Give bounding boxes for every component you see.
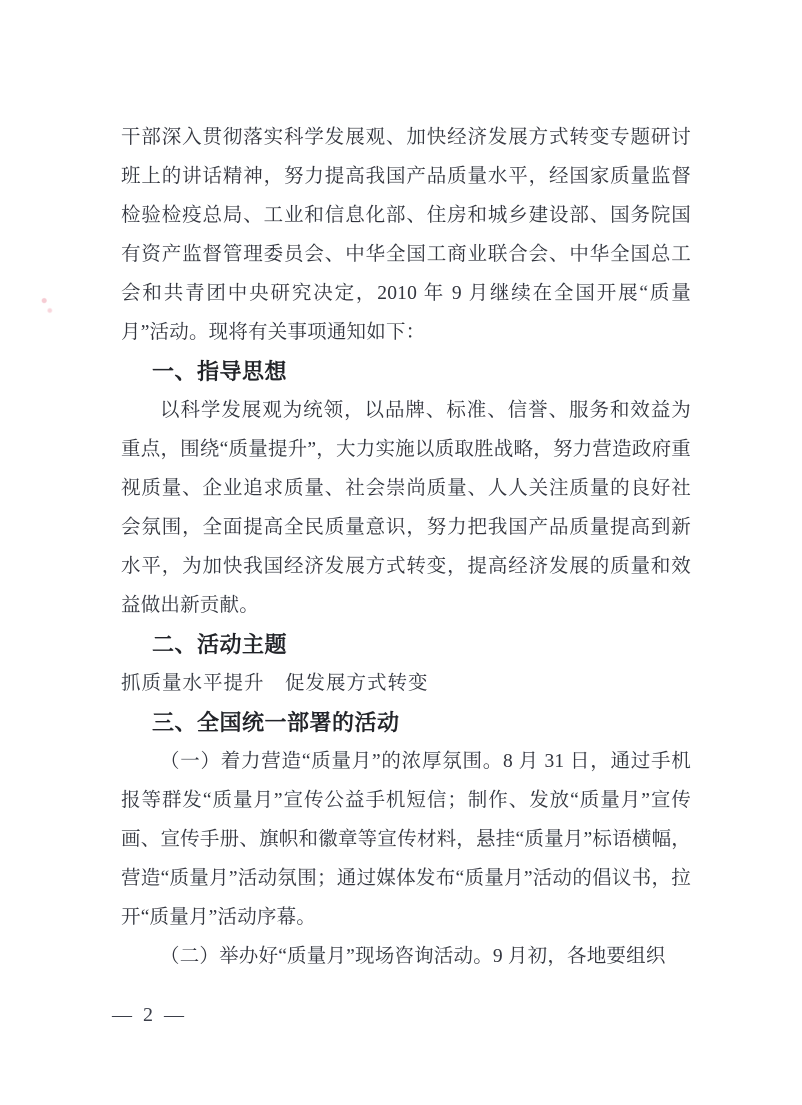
section-heading-3-national-activities: 三、全国统一部署的活动	[152, 710, 400, 735]
paragraph-item-1-atmosphere: （一）着力营造“质量月”的浓厚氛围。8 月 31 日，通过手机报等群发“质量月”宣传公益手机短信；制作、发放“质量月”宣传画、宣传手册、旗帜和徽章等宣传材料，悬挂“质量月”标语横幅，营造“质量月”活动氛围；通过媒体发布“质量月”活动的倡议书，拉开“质量月”活动序幕。	[121, 751, 691, 928]
document-body	[121, 118, 691, 976]
paragraph-intro-continued: 干部深入贯彻落实科学发展观、加快经济发展方式转变专题研讨班上的讲话精神，努力提高我国产品质量水平，经国家质量监督检验检疫总局、工业和信息化部、住房和城乡建设部、国务院国有资产监督管理委员会、中华全国工商业联合会、中华全国总工会和共青团中央研究决定，2010 年 9 月继续在全国开展“质量月”活动。现将有关事项通知如下：	[121, 127, 691, 343]
activity-theme-line: 抓质量水平提升 促发展方式转变	[121, 673, 429, 694]
section-heading-1-guiding-ideology: 一、指导思想	[152, 359, 288, 384]
page-number: — 2 —	[112, 1004, 187, 1026]
paragraph-guiding-ideology: 以科学发展观为统领，以品牌、标准、信誉、服务和效益为重点，围绕“质量提升”，大力实施以质取胜战略，努力营造政府重视质量、企业追求质量、社会崇尚质量、人人关注质量的良好社会氛围，全面提高全民质量意识，努力把我国产品质量提高到新水平，为加快我国经济发展方式转变，提高经济发展的质量和效益做出新贡献。	[121, 400, 691, 616]
paragraph-item-2-consultation-truncated: （二）举办好“质量月”现场咨询活动。9 月初，各地要组织	[160, 946, 666, 967]
scan-noise-artifact	[40, 294, 54, 316]
section-heading-2-activity-theme: 二、活动主题	[152, 632, 288, 657]
